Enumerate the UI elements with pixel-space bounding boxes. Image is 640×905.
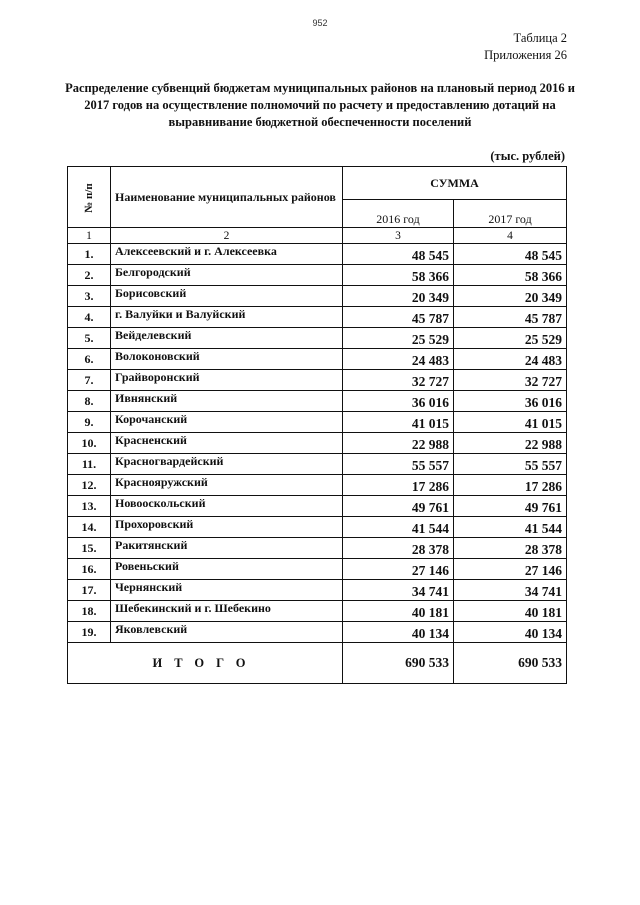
row-number: 16. [68, 559, 111, 580]
table-row [68, 412, 567, 433]
value-2017: 45 787 [454, 307, 567, 328]
value-2017: 17 286 [454, 475, 567, 496]
page-number: 952 [312, 18, 328, 28]
district-name: Прохоровский [111, 517, 343, 538]
units-label: (тыс. рублей) [490, 149, 565, 163]
value-2017: 40 134 [454, 622, 567, 643]
row-number: 17. [68, 580, 111, 601]
table-row [68, 286, 567, 307]
value-2017: 36 016 [454, 391, 567, 412]
value-2017: 32 727 [454, 370, 567, 391]
value-2016: 27 146 [343, 559, 454, 580]
row-number: 19. [68, 622, 111, 643]
document-title: Распределение субвенций бюджетам муниципальных районов на плановый период 2016 и 2017 годов на осуществление полномочий по расчету и предоставлению дотаций на выравнивание бюджетной обеспеченности поселений [65, 81, 575, 129]
value-2017: 28 378 [454, 538, 567, 559]
value-2016: 49 761 [343, 496, 454, 517]
value-2016: 41 015 [343, 412, 454, 433]
table-row [68, 601, 567, 622]
district-name: г. Валуйки и Валуйский [111, 307, 343, 328]
column-index: 4 [454, 228, 567, 244]
total-2017: 690 533 [454, 643, 567, 684]
row-number: 2. [68, 265, 111, 286]
district-name: Новооскольский [111, 496, 343, 517]
row-number: 1. [68, 244, 111, 265]
table-row [68, 496, 567, 517]
table-row [68, 622, 567, 643]
value-2016: 40 181 [343, 601, 454, 622]
district-name: Шебекинский и г. Шебекино [111, 601, 343, 622]
value-2017: 40 181 [454, 601, 567, 622]
table-row [68, 349, 567, 370]
table-caption [484, 30, 567, 64]
row-number: 11. [68, 454, 111, 475]
value-2017: 41 544 [454, 517, 567, 538]
value-2016: 58 366 [343, 265, 454, 286]
header-year-2016: 2016 год [343, 200, 454, 228]
table-number: Таблица 2 [513, 31, 567, 45]
row-number: 9. [68, 412, 111, 433]
value-2016: 55 557 [343, 454, 454, 475]
value-2017: 25 529 [454, 328, 567, 349]
subvention-table [67, 166, 567, 684]
row-number: 6. [68, 349, 111, 370]
value-2017: 55 557 [454, 454, 567, 475]
table-body [68, 244, 567, 643]
header-number [68, 167, 111, 228]
header-number-label: № п/п [82, 182, 95, 213]
table-row [68, 475, 567, 496]
district-name: Борисовский [111, 286, 343, 307]
value-2016: 36 016 [343, 391, 454, 412]
value-2016: 45 787 [343, 307, 454, 328]
district-name: Красногвардейский [111, 454, 343, 475]
value-2017: 20 349 [454, 286, 567, 307]
table-row [68, 538, 567, 559]
value-2017: 48 545 [454, 244, 567, 265]
row-number: 7. [68, 370, 111, 391]
row-number: 15. [68, 538, 111, 559]
value-2016: 32 727 [343, 370, 454, 391]
value-2016: 22 988 [343, 433, 454, 454]
value-2016: 24 483 [343, 349, 454, 370]
value-2017: 41 015 [454, 412, 567, 433]
district-name: Красненский [111, 433, 343, 454]
value-2016: 25 529 [343, 328, 454, 349]
value-2017: 58 366 [454, 265, 567, 286]
total-row [68, 643, 567, 684]
row-number: 10. [68, 433, 111, 454]
table-row [68, 433, 567, 454]
district-name: Вейделевский [111, 328, 343, 349]
table-row [68, 244, 567, 265]
annex-number: Приложения 26 [484, 48, 567, 62]
district-name: Алексеевский и г. Алексеевка [111, 244, 343, 265]
table-row [68, 370, 567, 391]
header-year-2017: 2017 год [454, 200, 567, 228]
row-number: 8. [68, 391, 111, 412]
table-row [68, 391, 567, 412]
header-district-name: Наименование муниципальных районов [111, 167, 343, 228]
district-name: Грайворонский [111, 370, 343, 391]
district-name: Яковлевский [111, 622, 343, 643]
value-2017: 22 988 [454, 433, 567, 454]
total-2016: 690 533 [343, 643, 454, 684]
total-label: ИТОГО [68, 643, 343, 684]
district-name: Ровеньский [111, 559, 343, 580]
row-number: 13. [68, 496, 111, 517]
row-number: 5. [68, 328, 111, 349]
value-2016: 28 378 [343, 538, 454, 559]
value-2016: 48 545 [343, 244, 454, 265]
value-2016: 40 134 [343, 622, 454, 643]
district-name: Белгородский [111, 265, 343, 286]
table-row [68, 559, 567, 580]
table-row [68, 580, 567, 601]
district-name: Корочанский [111, 412, 343, 433]
row-number: 4. [68, 307, 111, 328]
value-2016: 41 544 [343, 517, 454, 538]
district-name: Краснояружский [111, 475, 343, 496]
row-number: 18. [68, 601, 111, 622]
header-sum: СУММА [343, 167, 567, 200]
column-index: 2 [111, 228, 343, 244]
column-index: 1 [68, 228, 111, 244]
row-number: 3. [68, 286, 111, 307]
district-name: Чернянский [111, 580, 343, 601]
table-row [68, 454, 567, 475]
row-number: 14. [68, 517, 111, 538]
table-row [68, 517, 567, 538]
value-2016: 34 741 [343, 580, 454, 601]
value-2017: 49 761 [454, 496, 567, 517]
value-2017: 24 483 [454, 349, 567, 370]
column-index: 3 [343, 228, 454, 244]
row-number: 12. [68, 475, 111, 496]
value-2017: 34 741 [454, 580, 567, 601]
value-2016: 20 349 [343, 286, 454, 307]
value-2016: 17 286 [343, 475, 454, 496]
table-row [68, 265, 567, 286]
table-row [68, 328, 567, 349]
district-name: Ивнянский [111, 391, 343, 412]
district-name: Ракитянский [111, 538, 343, 559]
value-2017: 27 146 [454, 559, 567, 580]
district-name: Волоконовский [111, 349, 343, 370]
table-row [68, 307, 567, 328]
